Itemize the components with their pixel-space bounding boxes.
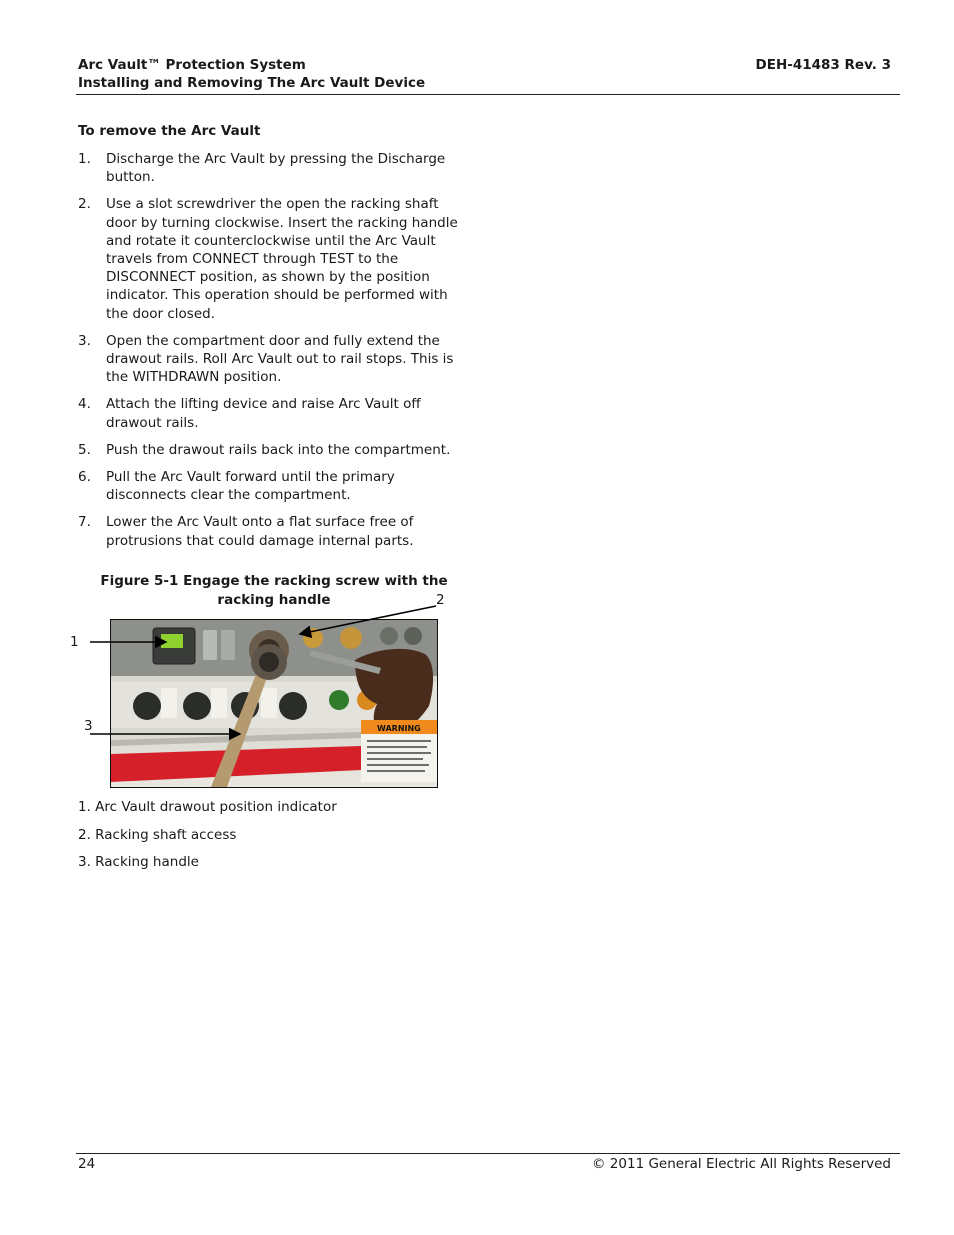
step-number: 1. [78,151,91,167]
step-text: Lower the Arc Vault onto a flat surface free of protrusions that could damage internal parts. [106,514,414,549]
step-number: 3. [78,332,91,349]
step-text: Attach the lifting device and raise Arc Vault off drawout rails. [106,396,421,431]
document-title: Arc Vault™ Protection System [78,57,306,73]
step-text: Push the drawout rails back into the compartment. [106,441,451,458]
figure-legend [78,798,337,881]
figure-caption: Figure 5-1 Engage the racking screw with the racking handle [100,573,448,608]
legend-item: 2. Racking shaft access [78,826,237,843]
legend-item: 3. Racking handle [78,854,199,870]
callout-2-label: 2 [436,592,445,608]
footer-rule [76,1153,900,1154]
step-number: 4. [78,396,91,413]
step-number: 7. [78,514,91,531]
chapter-title: Installing and Removing The Arc Vault Device [78,75,426,91]
legend-item: 1. Arc Vault drawout position indicator [78,799,337,815]
step-text: Use a slot screwdriver the open the racking shaft door by turning clockwise. Insert the racking handle and rotate it counterclockwise until the Arc Vault travels from CONNECT through TEST to the DISCONNECT position, as shown by the position indicator. This operation should be performed with the door closed. [106,196,458,322]
document-number: DEH-41483 Rev. 3 [755,57,891,73]
callout-3-label: 3 [84,718,93,734]
step-number: 2. [78,196,91,213]
copyright-notice: © 2011 General Electric All Rights Reserved [592,1156,891,1172]
step-text: Pull the Arc Vault forward until the primary disconnects clear the compartment. [106,469,395,504]
page-number: 24 [78,1156,96,1172]
callout-1-label: 1 [70,634,79,650]
warning-label-text: WARNING [377,724,421,733]
step-text: Open the compartment door and fully extend the drawout rails. Roll Arc Vault out to rail stops. This is the WITHDRAWN position. [106,332,454,386]
step-text: Discharge the Arc Vault by pressing the Discharge button. [106,151,446,186]
step-number: 6. [78,469,91,486]
section-heading: To remove the Arc Vault [78,123,261,139]
step-number: 5. [78,441,91,458]
